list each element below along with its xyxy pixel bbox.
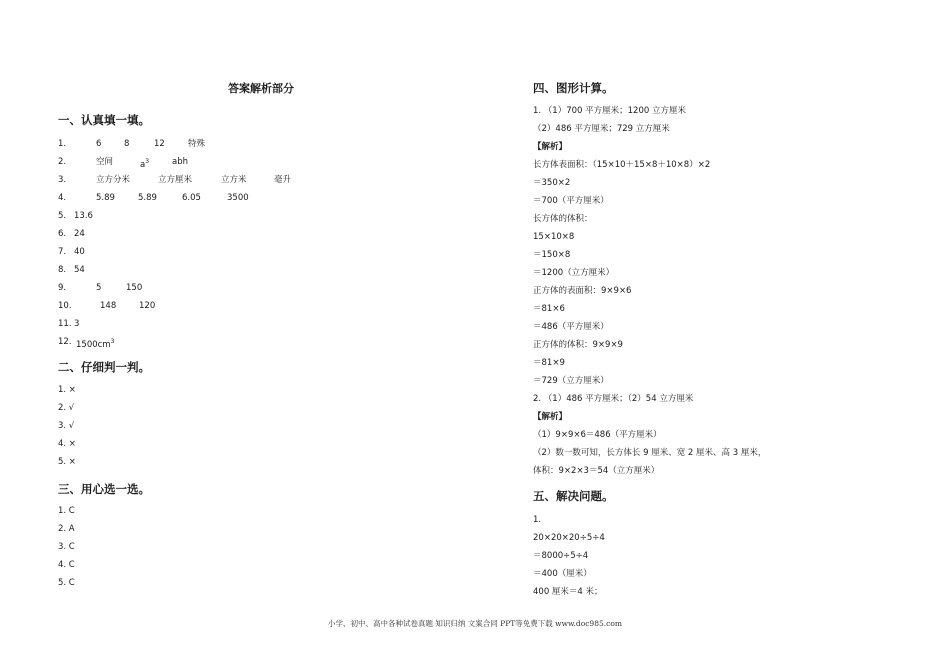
choose-answer: 5. C <box>58 578 75 588</box>
section-choose-heading: 三、用心选一选。 <box>58 482 150 496</box>
figure-calc-line: 正方体的体积：9×9×9 <box>533 340 623 350</box>
fill-item-answer: 40 <box>74 247 85 257</box>
problem-solving-line: ＝8000÷5÷4 <box>533 551 589 561</box>
fill-item-number: 3. <box>58 175 67 185</box>
section-figure-calc-heading: 四、图形计算。 <box>533 81 614 95</box>
problem-solving-line: 400 厘米＝4 米； <box>533 587 603 597</box>
fill-item-answer: 3 <box>74 319 80 329</box>
fill-item-answer: 立方厘米 <box>158 175 193 185</box>
figure-calc-line: ＝150×8 <box>533 250 571 260</box>
fill-item-answer: 毫升 <box>274 175 292 185</box>
figure-calc-line: 1. （1）700 平方厘米；1200 立方厘米 <box>533 106 686 116</box>
judge-answer: 5. × <box>58 457 76 467</box>
fill-item-answer: $a^3$ <box>140 158 150 170</box>
exponent: 3 <box>110 338 115 345</box>
fill-item-answer: 148 <box>100 301 117 311</box>
fill-item-number: 2. <box>58 157 67 167</box>
fill-item-number: 11. <box>58 319 72 329</box>
fill-item-answer: 特殊 <box>188 139 206 149</box>
fill-item-answer: 立方分米 <box>96 175 131 185</box>
figure-calc-line: （1）9×9×6＝486（平方厘米） <box>533 430 662 440</box>
fill-item-answer: 24 <box>74 229 85 239</box>
choose-answer: 4. C <box>58 560 75 570</box>
figure-calc-line: ＝81×6 <box>533 304 565 314</box>
figure-calc-line: ＝729（立方厘米） <box>533 376 609 386</box>
fill-item-answer: 13.6 <box>74 211 93 221</box>
figure-calc-line: （2）数一数可知，长方体长 9 厘米、宽 2 厘米、高 3 厘米， <box>533 448 767 458</box>
fill-item-number: 8. <box>58 265 67 275</box>
section-judge-heading: 二、仔细判一判。 <box>58 360 150 374</box>
fill-item-answer: 6.05 <box>182 193 201 203</box>
fill-item-number: 10. <box>58 301 72 311</box>
fill-item-number: 12. <box>58 337 72 347</box>
fill-item-number: 5. <box>58 211 67 221</box>
fill-item-answer: abh <box>172 157 188 167</box>
fill-item-answer: 5.89 <box>138 193 157 203</box>
choose-answer: 2. A <box>58 524 75 534</box>
figure-calc-line: （2）486 平方厘米；729 立方厘米 <box>533 124 670 134</box>
fill-item-answer: 3500 <box>227 193 249 203</box>
fill-item-answer: 5.89 <box>96 193 115 203</box>
problem-solving-line: 20×20×20÷5÷4 <box>533 533 605 543</box>
fill-item-answer: 5 <box>96 283 102 293</box>
figure-calc-line: 【解析】 <box>533 412 568 422</box>
exponent: 3 <box>145 158 150 165</box>
fill-item-answer: 12 <box>154 139 165 149</box>
figure-calc-line: 长方体的体积： <box>533 214 593 224</box>
figure-calc-line: 正方体的表面积：9×9×6 <box>533 286 632 296</box>
page-footer: 小学、初中、高中各种试卷真题 知识归纳 文案合同 PPT等免费下载 www.doc985.com <box>328 619 622 628</box>
fill-item-answer: 空间 <box>96 157 114 167</box>
problem-solving-line: ＝400（厘米） <box>533 569 592 579</box>
fill-item-answer: 立方米 <box>221 175 247 185</box>
judge-answer: 2. √ <box>58 403 75 413</box>
figure-calc-line: 2. （1）486 平方厘米；（2）54 立方厘米 <box>533 394 694 404</box>
figure-calc-line: ＝486（平方厘米） <box>533 322 609 332</box>
section-fill-heading: 一、认真填一填。 <box>58 113 150 127</box>
judge-answer: 3. √ <box>58 421 75 431</box>
fill-item-answer: 6 <box>96 139 102 149</box>
judge-answer: 4. × <box>58 439 76 449</box>
fill-item-number: 9. <box>58 283 67 293</box>
fill-item-number: 7. <box>58 247 67 257</box>
judge-answer: 1. × <box>58 385 76 395</box>
fill-item-answer: 54 <box>74 265 85 275</box>
page-title: 答案解析部分 <box>228 82 294 95</box>
fill-item-answer: 150 <box>126 283 143 293</box>
figure-calc-line: 15×10×8 <box>533 232 575 242</box>
fill-item-answer: $1500cm^3$ <box>76 338 115 350</box>
figure-calc-line: 长方体表面积：（15×10＋15×8＋10×8）×2 <box>533 160 711 170</box>
choose-answer: 3. C <box>58 542 75 552</box>
figure-calc-line: ＝1200（立方厘米） <box>533 268 615 278</box>
fill-item-number: 1. <box>58 139 67 149</box>
fill-item-answer: 8 <box>124 139 130 149</box>
figure-calc-line: ＝350×2 <box>533 178 571 188</box>
figure-calc-line: 【解析】 <box>533 142 568 152</box>
fill-item-answer: 120 <box>139 301 156 311</box>
section-problem-solving-heading: 五、解决问题。 <box>533 489 614 503</box>
figure-calc-line: ＝81×9 <box>533 358 565 368</box>
problem-solving-line: 1. <box>533 515 542 525</box>
fill-item-number: 6. <box>58 229 67 239</box>
figure-calc-line: 体积：9×2×3＝54（立方厘米） <box>533 466 660 476</box>
fill-item-number: 4. <box>58 193 67 203</box>
figure-calc-line: ＝700（平方厘米） <box>533 196 609 206</box>
choose-answer: 1. C <box>58 506 75 516</box>
